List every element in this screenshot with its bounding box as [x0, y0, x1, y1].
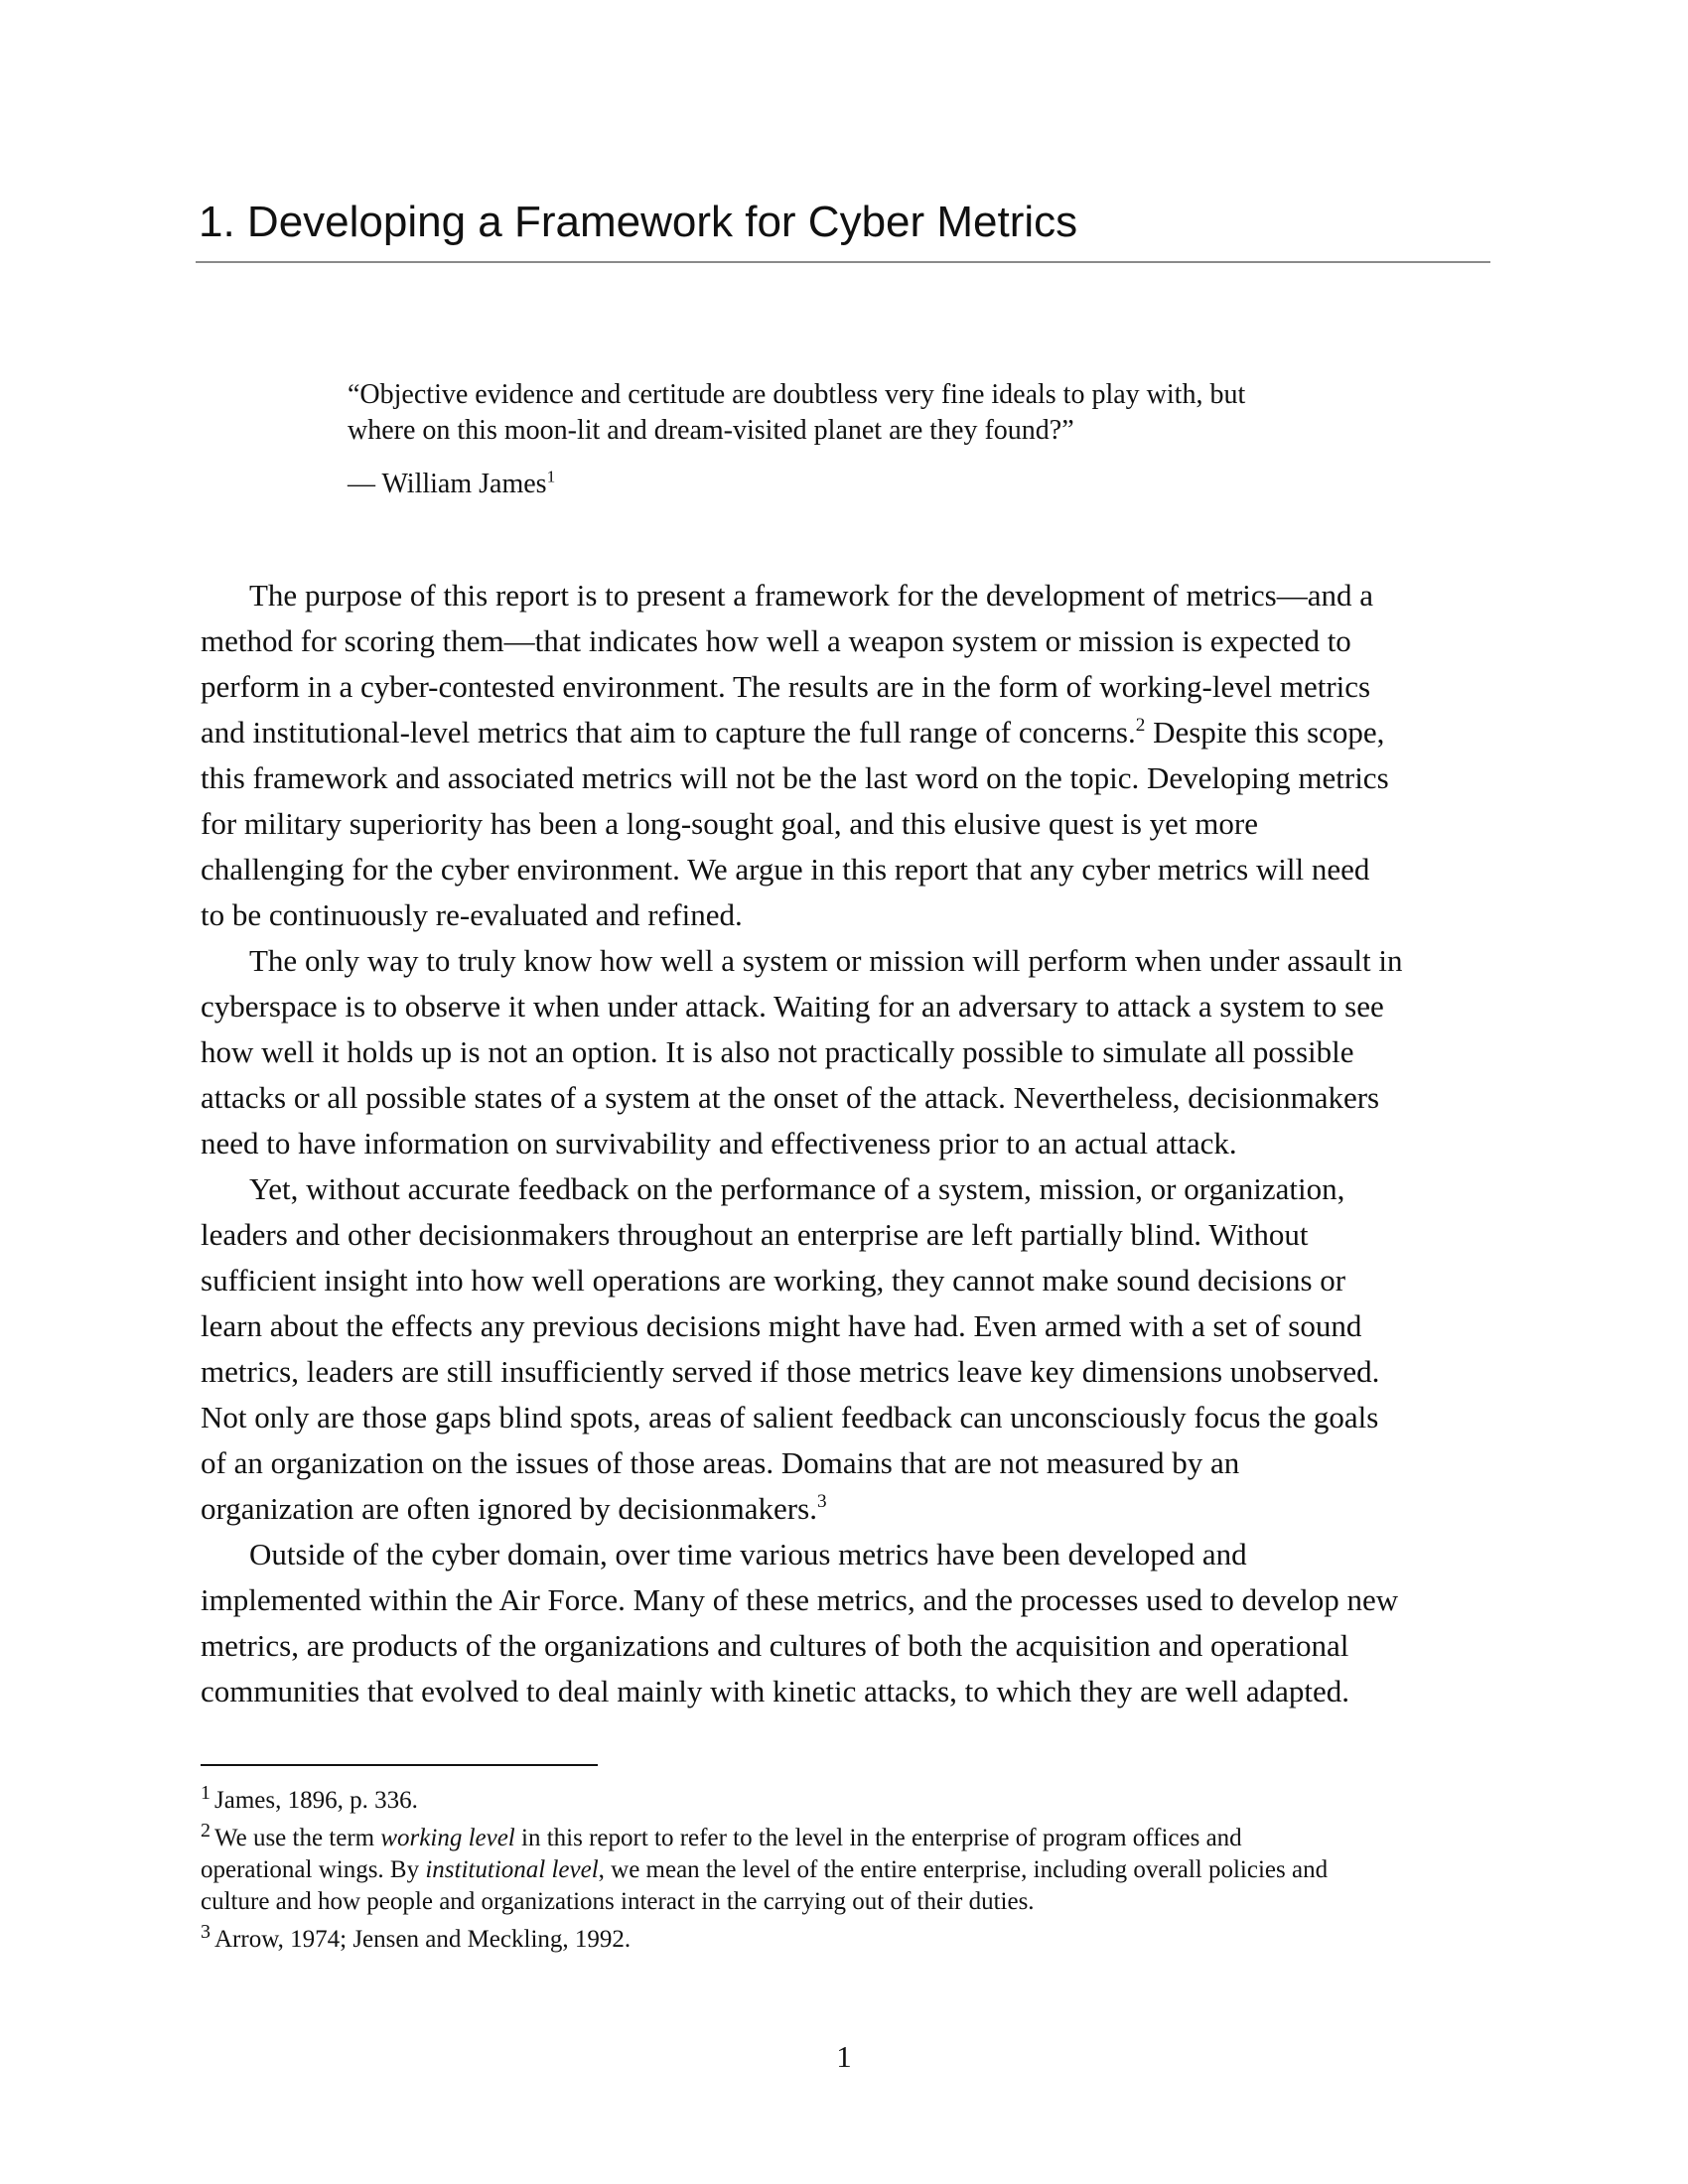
footnote-mark: 1 — [201, 1782, 211, 1804]
epigraph-line: where on this moon-lit and dream-visited planet are they found?” — [348, 415, 1074, 446]
footnotes — [201, 1782, 1491, 1962]
footnote-text: culture and how people and organizations interact in the carrying out of their duties. — [201, 1888, 1035, 1915]
line-text: sufficient insight into how well operations are working, they cannot make sound decisions or — [201, 1263, 1346, 1297]
line-text: The purpose of this report is to present a framework for the development of metrics—and a — [249, 578, 1373, 613]
epigraph-line: “Objective evidence and certitude are doubtless very fine ideals to play with, but — [348, 379, 1246, 410]
line-text: Outside of the cyber domain, over time various metrics have been developed and — [249, 1537, 1247, 1571]
text-line — [201, 1166, 1501, 1212]
footnote-mark: 2 — [201, 1820, 211, 1842]
line-text: to be continuously re-evaluated and refined. — [201, 897, 743, 932]
footnote — [201, 1820, 1491, 1918]
paragraph — [201, 938, 1501, 1166]
text-line — [201, 1121, 1501, 1166]
line-text: method for scoring them—that indicates how well a weapon system or mission is expected to — [201, 623, 1351, 658]
text-line — [201, 1303, 1501, 1349]
line-text: and institutional-level metrics that aim to capture the full range of concerns. — [201, 715, 1136, 750]
text-line — [201, 1212, 1501, 1258]
footnote-mark: 3 — [201, 1921, 211, 1943]
footnote-ref[interactable]: 1 — [546, 467, 556, 486]
text-line — [201, 618, 1501, 664]
footnote-line — [201, 1886, 1491, 1918]
footnote — [201, 1782, 1491, 1817]
footnote-line — [201, 1854, 1491, 1886]
text-line — [201, 1075, 1501, 1121]
footnote-ref[interactable]: 2 — [1135, 715, 1146, 737]
text-line — [201, 1623, 1501, 1669]
line-text: Despite this scope, — [1145, 715, 1385, 750]
text-line — [201, 1532, 1501, 1577]
text-line — [201, 1029, 1501, 1075]
text-line — [201, 1258, 1501, 1303]
footnote-text: James, 1896, p. 336. — [214, 1787, 418, 1814]
line-text: need to have information on survivability and effectiveness prior to an actual attack. — [201, 1126, 1237, 1160]
line-text: challenging for the cyber environment. We argue in this report that any cyber metrics will need — [201, 852, 1370, 887]
text-line — [201, 801, 1501, 847]
line-text: perform in a cyber-contested environment. The results are in the form of working-level metrics — [201, 669, 1371, 704]
footnote-ref[interactable]: 3 — [816, 1491, 827, 1513]
footnote-divider — [201, 1764, 598, 1766]
line-text: implemented within the Air Force. Many of these metrics, and the processes used to develop new — [201, 1582, 1399, 1617]
line-text: leaders and other decisionmakers throughout an enterprise are left partially blind. Without — [201, 1217, 1309, 1252]
line-text: Yet, without accurate feedback on the performance of a system, mission, or organization, — [249, 1171, 1345, 1206]
body-text — [201, 573, 1501, 1714]
line-text: attacks or all possible states of a system at the onset of the attack. Nevertheless, decisionmakers — [201, 1080, 1380, 1115]
line-text: for military superiority has been a long-sought goal, and this elusive quest is yet more — [201, 806, 1258, 841]
footnote-line — [201, 1820, 1491, 1854]
footnote — [201, 1921, 1491, 1956]
epigraph — [348, 377, 1390, 502]
text-line — [201, 892, 1501, 938]
text-line — [201, 1577, 1501, 1623]
line-text: how well it holds up is not an option. It is also not practically possible to simulate all possible — [201, 1034, 1354, 1069]
text-line — [201, 938, 1501, 984]
footnote-text: Arrow, 1974; Jensen and Meckling, 1992. — [214, 1926, 632, 1953]
footnote-line — [201, 1782, 1491, 1817]
text-line — [201, 1395, 1501, 1440]
text-line — [201, 1669, 1501, 1714]
line-text: of an organization on the issues of those areas. Domains that are not measured by an — [201, 1445, 1240, 1480]
epigraph-attribution — [348, 467, 1390, 502]
line-text: metrics, are products of the organizations and cultures of both the acquisition and operational — [201, 1628, 1349, 1663]
text-line — [201, 664, 1501, 710]
footnote-text: operational wings. By institutional level, we mean the level of the entire enterprise, including overall policies and — [201, 1856, 1329, 1883]
page-number: 1 — [836, 2039, 852, 2074]
text-line — [201, 1349, 1501, 1395]
line-text: communities that evolved to deal mainly with kinetic attacks, to which they are well adapted. — [201, 1674, 1349, 1708]
text-line — [201, 1440, 1501, 1486]
paragraph — [201, 573, 1501, 938]
attribution-text: — William James — [348, 469, 547, 499]
line-text: this framework and associated metrics will not be the last word on the topic. Developing metrics — [201, 760, 1389, 795]
line-text: metrics, leaders are still insufficiently served if those metrics leave key dimensions unobserved. — [201, 1354, 1380, 1389]
text-line — [201, 710, 1501, 755]
line-text: learn about the effects any previous decisions might have had. Even armed with a set of sound — [201, 1308, 1362, 1343]
chapter-title: 1. Developing a Framework for Cyber Metrics — [199, 198, 1078, 246]
text-line — [201, 847, 1501, 892]
text-line — [201, 755, 1501, 801]
footnote-line — [201, 1921, 1491, 1956]
text-line — [201, 984, 1501, 1029]
line-text: The only way to truly know how well a system or mission will perform when under assault in — [249, 943, 1403, 978]
title-divider — [196, 261, 1490, 263]
line-text: cyberspace is to observe it when under attack. Waiting for an adversary to attack a system to see — [201, 989, 1384, 1024]
paragraph — [201, 1532, 1501, 1714]
footnote-text: We use the term working level in this report to refer to the level in the enterprise of program offices and — [214, 1825, 1242, 1851]
line-text: Not only are those gaps blind spots, areas of salient feedback can unconsciously focus the goals — [201, 1400, 1379, 1434]
line-text: organization are often ignored by decisionmakers. — [201, 1491, 817, 1526]
text-line — [201, 573, 1501, 618]
text-line — [201, 1486, 1501, 1532]
paragraph — [201, 1166, 1501, 1532]
